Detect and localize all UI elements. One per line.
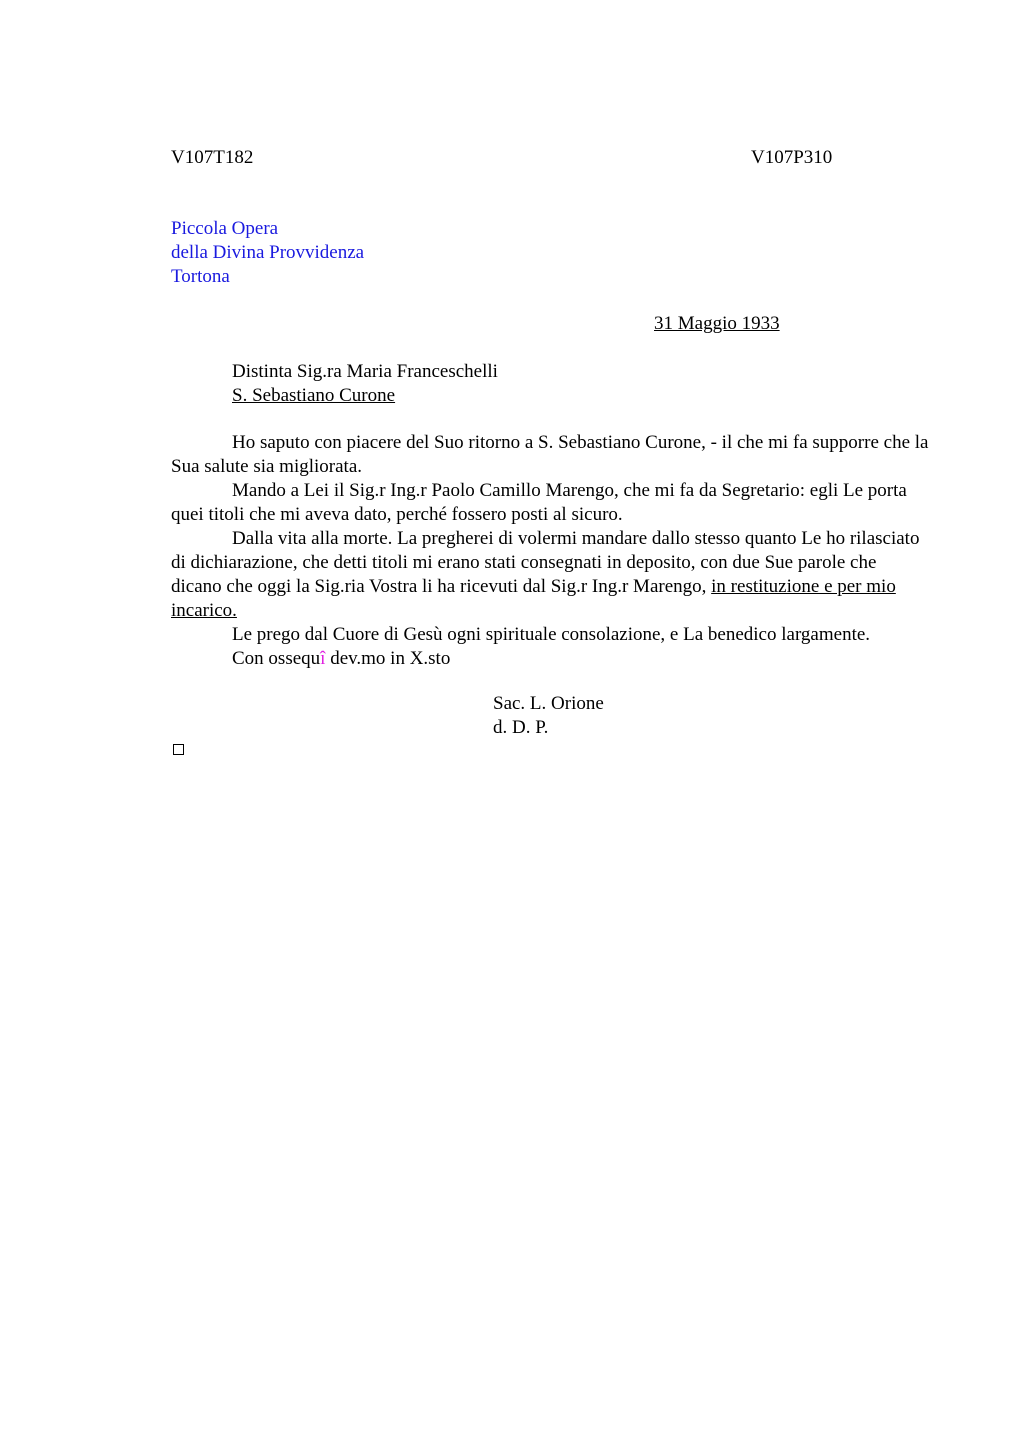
closing-accent-char: î <box>320 648 326 669</box>
paragraph-5 <box>171 647 931 671</box>
paragraph-3-text: Dalla vita alla morte. La pregherei di volermi mandare dallo stesso quanto Le ho rilasciato di dichiarazione, che detti titoli mi erano stati consegnati in deposito, con due Sue parole che dicano che oggi la Sig.ria Vostra li ha ricevuti dal Sig.r Ing.r Marengo, <box>171 528 920 597</box>
document-ref-right: V107P310 <box>751 147 833 168</box>
letterhead <box>171 217 364 289</box>
letterhead-line-1: Piccola Opera <box>171 218 279 239</box>
document-ref-left: V107T182 <box>171 147 254 168</box>
closing-text-start: Con ossequ <box>232 648 321 669</box>
letter-date: 31 Maggio 1933 <box>654 313 780 334</box>
paragraph-3 <box>171 527 931 623</box>
paragraph-2: Mando a Lei il Sig.r Ing.r Paolo Camillo Marengo, che mi fa da Segretario: egli Le porta quei titoli che mi aveva dato, perché fossero posti al sicuro. <box>171 480 907 525</box>
addressee <box>232 360 498 408</box>
paragraph-4: Le prego dal Cuore di Gesù ogni spirituale consolazione, e La benedico largamente. <box>232 624 871 645</box>
letterhead-line-2: della Divina Provvidenza <box>171 242 365 263</box>
signature-line-2: d. D. P. <box>493 717 549 738</box>
letter-body <box>171 431 931 671</box>
paragraph-3-underlined: in restituzione e per mio incarico. <box>171 576 896 621</box>
checkbox-square-icon <box>173 744 184 755</box>
signature <box>493 692 604 740</box>
letterhead-line-3: Tortona <box>171 266 230 287</box>
addressee-name: Distinta Sig.ra Maria Franceschelli <box>232 361 498 382</box>
closing-text-end: dev.mo in X.sto <box>325 648 451 669</box>
signature-line-1: Sac. L. Orione <box>493 693 604 714</box>
paragraph-1: Ho saputo con piacere del Suo ritorno a S. Sebastiano Curone, - il che mi fa supporre che la Sua salute sia migliorata. <box>171 432 929 477</box>
addressee-place: S. Sebastiano Curone <box>232 385 396 406</box>
